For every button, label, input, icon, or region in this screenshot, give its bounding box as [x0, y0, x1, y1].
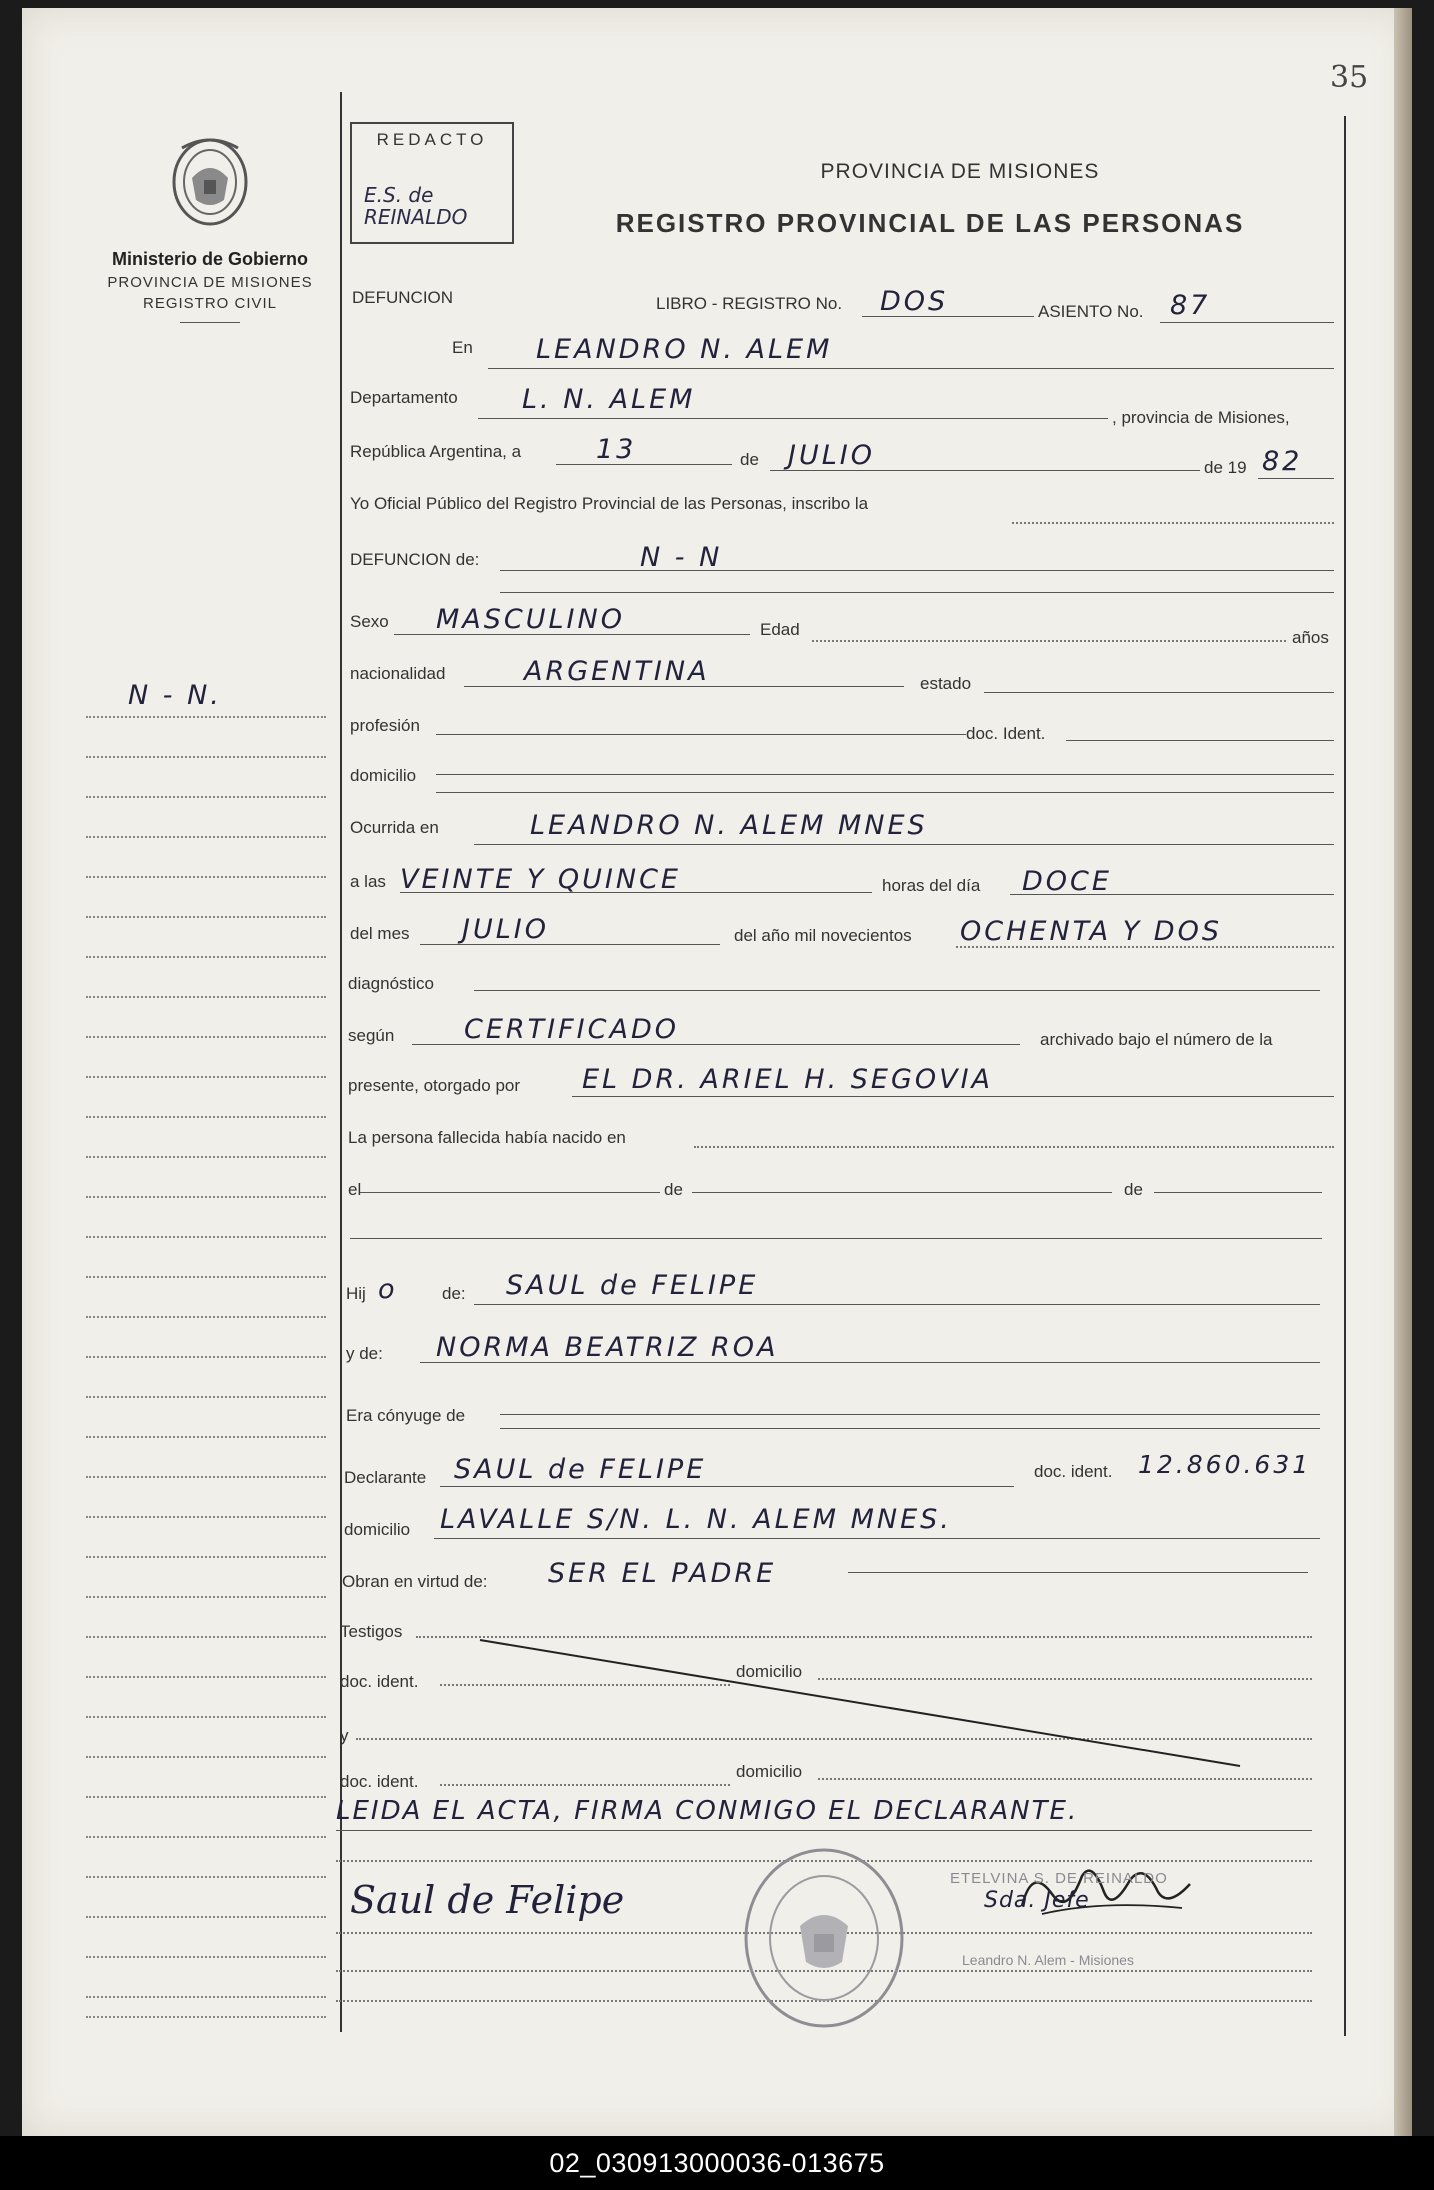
asiento-label: ASIENTO No. [1038, 302, 1144, 321]
segun-label: según [348, 1026, 395, 1045]
margin-line [86, 1796, 326, 1798]
ministry-office: REGISTRO CIVIL [142, 295, 278, 312]
margin-line [86, 1636, 326, 1638]
hijo-de-label: de: [442, 1284, 466, 1303]
margin-line [86, 1196, 326, 1198]
del-mes-label: del mes [350, 924, 410, 943]
hijo-label: Hij [346, 1284, 366, 1303]
footer-strip [0, 2136, 1434, 2190]
margin-line [86, 1596, 326, 1598]
padre-value: SAUL de FELIPE [506, 1270, 759, 1301]
republica-label: República Argentina, a [350, 442, 522, 461]
diagnostico-label: diagnóstico [348, 974, 435, 993]
testigos-label: Testigos [340, 1622, 403, 1641]
edad-label: Edad [760, 620, 800, 639]
t-domicilio-label: domicilio [736, 1662, 803, 1681]
margin-line [86, 1556, 326, 1558]
decl-domicilio-label: domicilio [344, 1520, 411, 1539]
ministry-name: Ministerio de Gobierno [111, 249, 308, 269]
anos-label: años [1292, 628, 1329, 647]
a-las-label: a las [350, 872, 386, 891]
margin-line [86, 1396, 326, 1398]
del-ano-label: del año mil novecientos [734, 926, 912, 945]
oficial-text: Yo Oficial Público del Registro Provincial de las Personas, inscribo la [350, 494, 869, 513]
provincia-suffix: , provincia de Misiones, [1112, 408, 1290, 427]
declarant-signature: Saul de Felipe [350, 1878, 625, 1922]
margin-line [86, 1276, 326, 1278]
margin-line [86, 876, 326, 878]
margin-line [86, 1876, 326, 1878]
official-name: ETELVINA S. DE REINALDO [950, 1870, 1168, 1887]
year-value: 82 [1262, 446, 1303, 477]
t2-doc-label: doc. ident. [340, 1772, 419, 1791]
domicilio-label: domicilio [350, 766, 417, 785]
declarante-doc-value: 12.860.631 [1138, 1450, 1312, 1479]
margin-line [86, 2016, 326, 2018]
t2-domicilio-label: domicilio [736, 1762, 803, 1781]
libro-value: DOS [880, 286, 949, 317]
official-city: Leandro N. Alem - Misiones [962, 1952, 1134, 1968]
closing-statement: LEIDA EL ACTA, FIRMA CONMIGO EL DECLARANTE. [336, 1796, 1079, 1826]
margin-line [86, 1316, 326, 1318]
hora-value: VEINTE Y QUINCE [400, 864, 681, 895]
ocurrida-value: LEANDRO N. ALEM MNES [530, 810, 928, 841]
margin-line [86, 1236, 326, 1238]
margin-line [86, 1076, 326, 1078]
year-label: de 19 [1204, 458, 1247, 477]
profesion-label: profesión [350, 716, 420, 735]
segun-value: CERTIFICADO [464, 1014, 679, 1045]
margin-line [86, 1476, 326, 1478]
margin-line [86, 1716, 326, 1718]
nacionalidad-value: ARGENTINA [524, 656, 710, 687]
decl-domicilio-value: LAVALLE S/N. L. N. ALEM MNES. [440, 1504, 952, 1535]
declarante-label: Declarante [344, 1468, 427, 1487]
obran-label: Obran en virtud de: [342, 1572, 488, 1591]
margin-line [86, 1836, 326, 1838]
ano-value: OCHENTA Y DOS [960, 916, 1222, 947]
stamp-handwritten: E.S. de REINALDO [364, 183, 468, 229]
obran-value: SER EL PADRE [548, 1558, 777, 1589]
conyuge-label: Era cónyuge de [346, 1406, 466, 1425]
horas-del-dia-label: horas del día [882, 876, 981, 895]
doc-ident-label: doc. Ident. [966, 724, 1046, 743]
sexo-label: Sexo [350, 612, 389, 631]
hijo-suffix: o [378, 1274, 398, 1305]
margin-line [86, 1916, 326, 1918]
el-label: el [348, 1180, 362, 1199]
declarante-doc-label: doc. ident. [1034, 1462, 1113, 1481]
footer-code: 02_030913000036-013675 [549, 2147, 885, 2178]
month-value: JULIO [788, 440, 875, 471]
margin-line [86, 836, 326, 838]
mes-value: JULIO [462, 914, 549, 945]
margin-line [86, 1356, 326, 1358]
margin-line [86, 1436, 326, 1438]
act-type-label: DEFUNCION [352, 288, 454, 307]
ministry-province: PROVINCIA DE MISIONES [107, 274, 313, 291]
libro-label: LIBRO - REGISTRO No. [656, 294, 843, 313]
ocurrida-label: Ocurrida en [350, 818, 439, 837]
madre-value: NORMA BEATRIZ ROA [436, 1332, 779, 1363]
presente-value: EL DR. ARIEL H. SEGOVIA [582, 1064, 994, 1095]
de-label: de [740, 450, 759, 469]
en-value: LEANDRO N. ALEM [536, 334, 833, 365]
y-label: y [340, 1726, 349, 1745]
y-de-label: y de: [346, 1344, 383, 1363]
stamp-title: REDACTO [376, 130, 488, 149]
nacionalidad-label: nacionalidad [350, 664, 446, 683]
declarante-value: SAUL de FELIPE [454, 1454, 707, 1485]
margin-line [86, 1996, 326, 1998]
dia-value: DOCE [1022, 866, 1112, 897]
margin-line [86, 1036, 326, 1038]
de-label-3: de [1124, 1180, 1143, 1199]
margin-line [86, 796, 326, 798]
presente-label: presente, otorgado por [348, 1076, 521, 1095]
margin-line [86, 916, 326, 918]
de-label-2: de [664, 1180, 683, 1199]
page-number: 35 [1330, 60, 1369, 95]
day-value: 13 [596, 434, 637, 465]
official-seal-stamp [742, 1846, 906, 2030]
official-title: Sda. Jefe [984, 1888, 1090, 1913]
defuncion-de-value: N - N [640, 542, 723, 573]
header-registry: REGISTRO PROVINCIAL DE LAS PERSONAS [615, 208, 1245, 238]
margin-line [86, 996, 326, 998]
sexo-value: MASCULINO [436, 604, 625, 635]
margin-line [86, 1756, 326, 1758]
margin-line [86, 1516, 326, 1518]
header-province: PROVINCIA DE MISIONES [820, 160, 1100, 183]
margin-line [86, 1116, 326, 1118]
departamento-label: Departamento [350, 388, 458, 407]
t-doc-label: doc. ident. [340, 1672, 419, 1691]
margin-line [86, 956, 326, 958]
margin-note-line [86, 716, 326, 718]
margin-line [86, 756, 326, 758]
closing-line [336, 1830, 1312, 1831]
estado-label: estado [920, 674, 972, 693]
defuncion-de-label: DEFUNCION de: [350, 550, 480, 569]
nacido-label: La persona fallecida había nacido en [348, 1128, 626, 1147]
margin-line [86, 1956, 326, 1958]
departamento-value: L. N. ALEM [522, 384, 696, 415]
en-label: En [452, 338, 473, 357]
margin-line [86, 1156, 326, 1158]
margin-note: N - N. [128, 680, 222, 711]
asiento-value: 87 [1170, 290, 1211, 321]
margin-line [86, 1676, 326, 1678]
archivado-label: archivado bajo el número de la [1040, 1030, 1273, 1049]
